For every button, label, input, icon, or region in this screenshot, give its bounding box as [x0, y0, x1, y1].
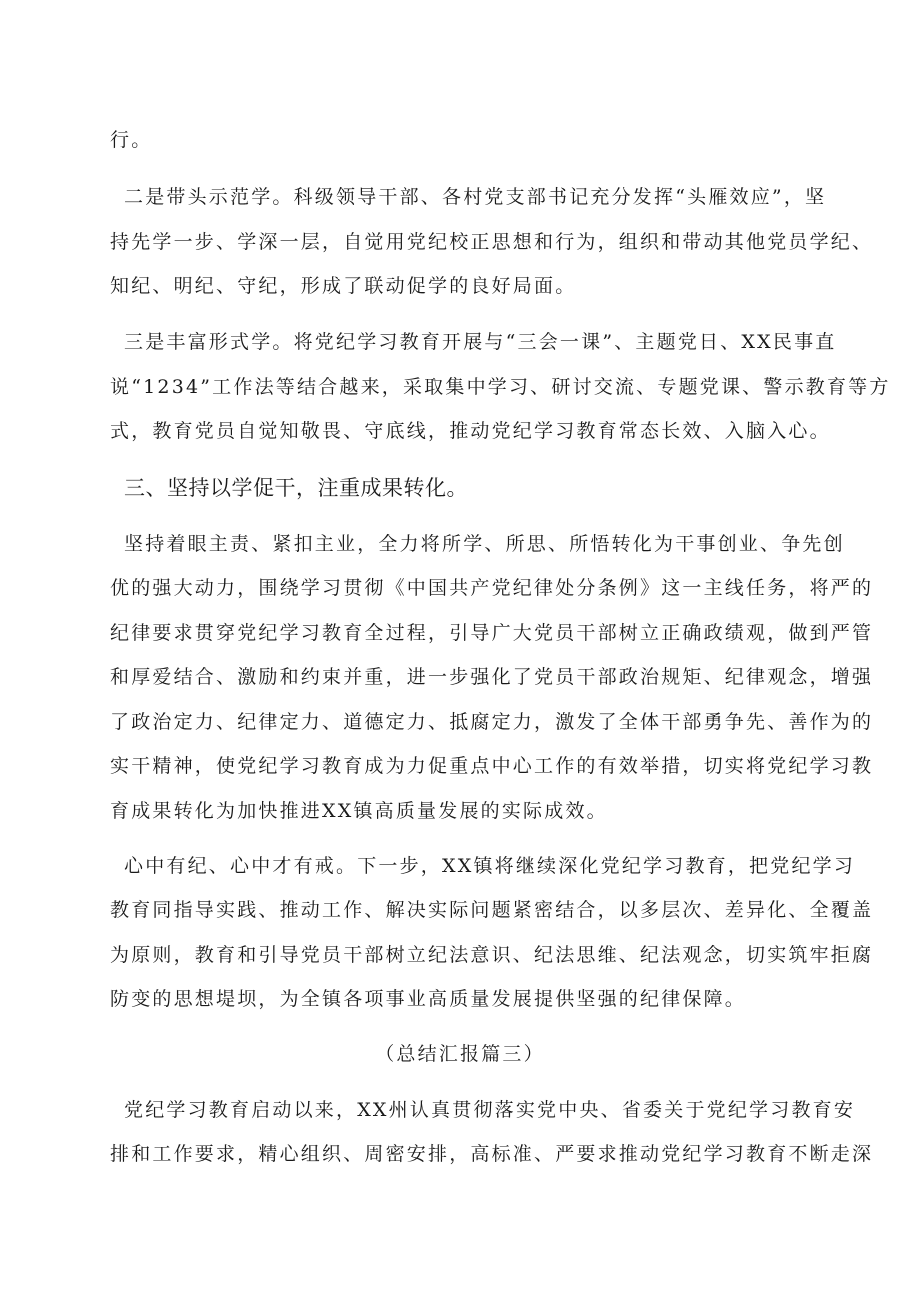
- paragraph-line: 式，教育党员自觉知敬畏、守底线，推动党纪学习教育常态长效、入脑入心。: [110, 420, 831, 442]
- paragraph-continuation-line: 行。: [110, 129, 153, 151]
- paragraph-line: 实干精神，使党纪学习教育成为力促重点中心工作的有效举措，切实将党纪学习教: [110, 755, 874, 777]
- paragraph-line: 坚持着眼主责、紧扣主业，全力将所学、所思、所悟转化为干事创业、争先创: [124, 533, 845, 555]
- paragraph-line: 持先学一步、学深一层，自觉用党纪校正思想和行为，组织和带动其他党员学纪、: [110, 231, 874, 253]
- paragraph-line: 心中有纪、心中才有戒。下一步，XX镇将继续深化党纪学习教育，把党纪学习: [124, 855, 856, 877]
- section-heading-three: 三、坚持以学促干，注重成果转化。: [124, 476, 468, 500]
- paragraph-line: 排和工作要求，精心组织、周密安排，高标准、严要求推动党纪学习教育不断走深: [110, 1143, 874, 1165]
- paragraph-line: 纪律要求贯穿党纪学习教育全过程，引导广大党员干部树立正确政绩观，做到严管: [110, 622, 874, 644]
- paragraph-line: 三是丰富形式学。将党纪学习教育开展与“三会一课”、主题党日、XX民事直: [124, 331, 837, 353]
- paragraph-line: 育成果转化为加快推进XX镇高质量发展的实际成效。: [110, 800, 608, 822]
- paragraph-line: 了政治定力、纪律定力、道德定力、抵腐定力，激发了全体干部勇争先、善作为的: [110, 711, 874, 733]
- paragraph-line: 为原则，教育和引导党员干部树立纪法意识、纪法思维、纪法观念，切实筑牢拒腐: [110, 944, 874, 966]
- paragraph-line: 教育同指导实践、推动工作、解决实际问题紧密结合，以多层次、差异化、全覆盖: [110, 899, 874, 921]
- paragraph-line: 说“1234”工作法等结合越来，采取集中学习、研讨交流、专题党课、警示教育等方: [110, 376, 891, 398]
- paragraph-line: 党纪学习教育启动以来，XX州认真贯彻落实党中央、省委关于党纪学习教育安: [124, 1099, 856, 1121]
- paragraph-line: 防变的思想堤坝，为全镇各项事业高质量发展提供坚强的纪律保障。: [110, 988, 747, 1010]
- section-title-report-three: （总结汇报篇三）: [375, 1043, 545, 1065]
- paragraph-line: 优的强大动力，围绕学习贯彻《中国共产党纪律处分条例》这一主线任务，将严的: [110, 577, 874, 599]
- paragraph-line: 知纪、明纪、守纪，形成了联动促学的良好局面。: [110, 275, 577, 297]
- paragraph-line: 和厚爱结合、激励和约束并重，进一步强化了党员干部政治规矩、纪律观念，增强: [110, 666, 874, 688]
- paragraph-line: 二是带头示范学。科级领导干部、各村党支部书记充分发挥“头雁效应”，坚: [124, 186, 827, 208]
